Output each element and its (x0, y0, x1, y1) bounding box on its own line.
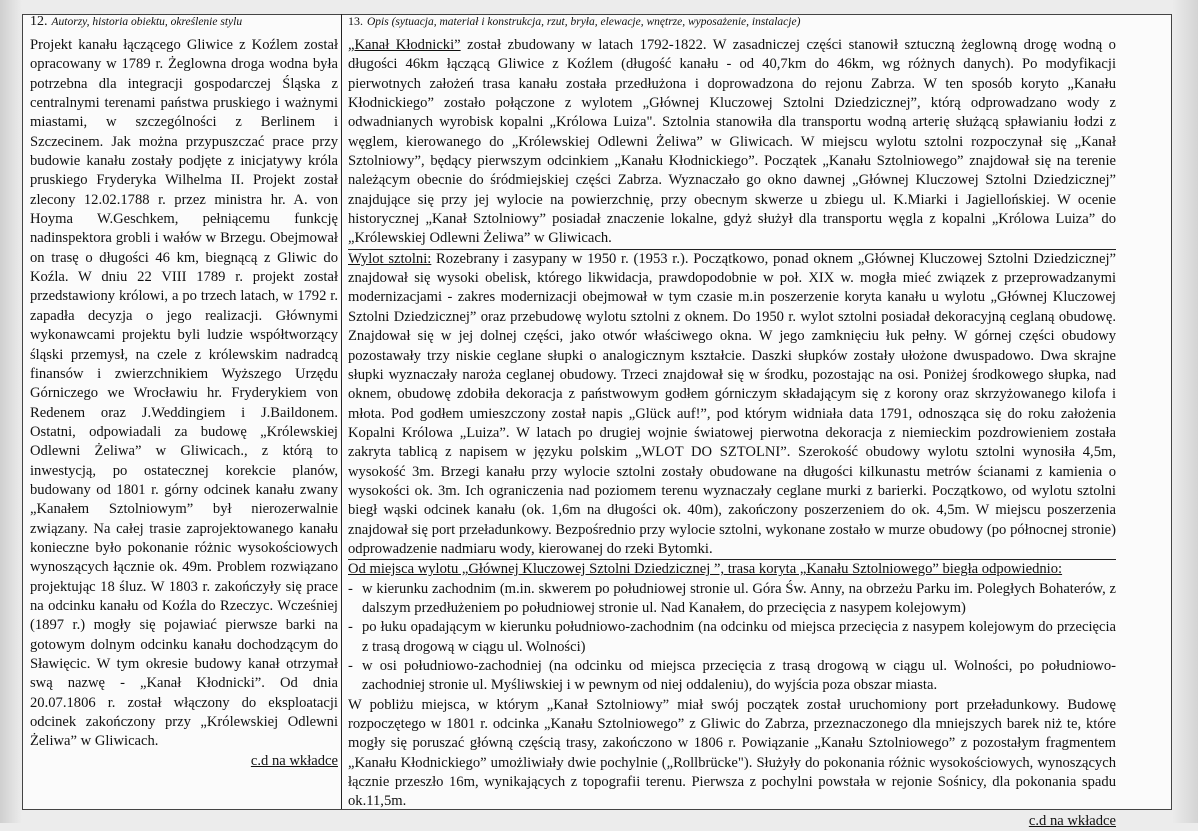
section-title: Opis (sytuacja, materiał i konstrukcja, rzut, bryła, elewacje, wnętrze, wyposażenie, instalacje) (367, 16, 801, 28)
list-item (348, 580, 1116, 619)
left-column (30, 14, 338, 804)
scan-edge-right (1172, 0, 1198, 823)
list-item (348, 618, 1116, 657)
column-divider (341, 14, 342, 809)
paragraph-wylot (348, 250, 1116, 560)
section-number: 13. (348, 14, 363, 28)
list-item-text: w osi południowo-zachodniej (na odcinku od miejsca przecięcia z trasą drogową w ciągu ul. Wolności, po południowo-zachodniej stronie ul. Myśliwskiej i w pewnym od niej oddaleniu), do wyjścia poza obszar miasta. (362, 658, 1116, 694)
continued-note: c.d na wkładce (1028, 812, 1116, 829)
paragraph-lead: Wylot sztolni: (348, 250, 432, 267)
left-body (30, 36, 338, 752)
scan-edge-left (0, 0, 22, 823)
dash-marker: - (348, 580, 353, 597)
list-item-text: po łuku opadającym w kierunku południowo-zachodnim (na odcinku od miejsca przecięcia z nasypem kolejowym do przecięcia z trasą drogową w ciągu ul. Wolności) (362, 619, 1116, 655)
dash-marker: - (348, 658, 353, 674)
paragraph-trasa: Od miejsca wylotu „Głównej Kluczowej Sztolni Dziedzicznej ”, trasa koryta „Kanału Sztolniowego” biegła odpowiednio: (348, 561, 1063, 578)
left-paragraph: Projekt kanału łączącego Gliwice z Koźlem został opracowany w 1789 r. Żeglowna droga wodna była potrzebna dla integracji gospodarczej Śląska z centralnymi terenami państwa pruskiego i ważnymi miastami, w szczególności z Berlinem i Szczecinem. Jak można przypuszczać prace przy budowie kanału zostały podjęte z inicjatywy króla pruskiego Fryderyka Wilhelma II. Projekt został zlecony 12.02.1788 r. przez ministra hr. A. von Hoyma W.Geschkem, pełniącemu funkcję nadinspektora grobli i wałów w Brzegu. Obejmował on trasę o długości 46 km, biegnącą z Gliwic do Koźla. W dniu 22 VIII 1789 r. projekt został przedstawiony królowi, a po trzech latach, w 1792 r. zapadła decyzja o jego realizacji. Głównymi wykonawcami projektu byli ludzie współtworzący śląski przemysł, na czele z królewskim nadradcą finansów i zwierzchnikiem Wyższego Urzędu Górniczego we Wrocławiu hr. Fryderykiem von Redenem oraz J.Weddingiem i J.Baildonem. Ostatni, odpowiadali za budowę „Królewskiej Odlewni Żeliwa” w Gliwicach., z którą to inwestycją, po ostatecznej korekcie planów, budowany od 1801 r. górny odcinek kanału zwany „Kanałem Sztolniowym” był nierozerwalnie związany. Na całej trasie zaprojektowanego kanału konieczne było pokonanie różnic wysokościowych wynoszących łącznie ok. 49m. Problem rozwiązano projektując 18 śluz. W 1803 r. zakończyły się prace na odcinku kanału od Koźla do Rzeczyc. Wcześniej (1897 r.) mogły się pojawiać pierwsze barki na gotowym dolnym odcinku kanału dochodzącym do Sławięcic. W tym okresie budowy kanał otrzymał swą nazwę - „Kanał Kłodnicki”. Od dnia 20.07.1806 r. został włączony do eksploatacji odcinek zakończony przy „Królewskiej Odlewni Żeliwa” w Gliwicach. (30, 37, 338, 750)
paragraph-text: Rozebrany i zasypany w 1950 r. (1953 r.). Początkowo, ponad oknem „Głównej Kluczowej Sztolni Dziedzicznej” znajdował się wysoki obelisk, którego likwidacja, prawdopodobnie w poł. XIX w. mogła mieć związek z przeprowadzanymi modernizacjami - zakres modernizacji obejmował w tym czasie m.in poszerzenie koryta kanału u wylotu „Głównej Kluczowej Sztolni Dziedzicznej” oraz przebudowę wylotu sztolni z oknem. Do 1950 r. wylot sztolni posiadał dekoracyjną ceglaną obudowę. Znajdował się w jej dolnej części, jako otwór właściwego okna. W jego zamknięciu łuk pełny. W górnej części obudowy pozostawały trzy niskie ceglane słupki o analogicznym kształcie. Daszki słupków zostały ułożone dwuspadowo. Dwa skrajne słupki wyznaczały naroża ceglanej obudowy. Trzeci znajdował się w środku, pozostając na osi. Poniżej środkowego słupka, nad oknem, obudowę zdobiła dekoracja z państwowym godłem górniczym składającym się z korony oraz skrzyżowanego kilofa i młota. Pod godłem umieszczony został napis „Glück auf!”, pod którym widniała data 1791, odnosząca się do roku założenia Kopalni Królowa „Luiza”. W latach po drugiej wojnie światowej pierwotna dekoracja z niemieckim pozdrowieniem została zakryta tablicą z napisem w języku polskim „WLOT DO SZTOLNI”. Szerokość obudowy wylotu sztolni wynosiła 4,5m, wysokość 3m. Brzegi kanału przy wylocie sztolni zostały obudowane na długości kilkunastu metrów ścianami z kamienia o wysokości ok. 3m. Ich ograniczenia nad poziomem terenu wyznaczały ceglane murki z barierki. Początkowo, od wylotu sztolni biegł wąski odcinek kanału (ok. 1,6m na długości ok. 40m), zakończony poszerzeniem do ok. 4,5m. W miejscu poszerzenia znajdował się port przeładunkowy. Bezpośrednio przy wylocie sztolni, wykonane zostało w murze obudowy (po północnej stronie) odprowadzenie nadmiaru wody, kierowanej do rzeki Bytomki. (348, 250, 1116, 557)
section-number: 12. (30, 14, 48, 29)
paragraph-port: W pobliżu miejsca, w którym „Kanał Sztolniowy” miał swój początek został uruchomiony port przeładunkowy. Budowę rozpoczętego w 1801 r. odcinka „Kanału Sztolniowego” z Gliwic do Zabrza, przeznaczonego dla mniejszych barek niż te, które mogły się poruszać główną częścią trasy, zakończono w 1806 r. Powiązanie „Kanału Sztolniowego” z pozostałym fragmentem „Kanału Kłodnickiego” umożliwiały dwie pochylnie („Rollbrücke"). Służyły do pokonania różnic wysokościowych, wynoszących łącznie przeszło 16m, wynikających z topografii terenu. Pierwsza z pochylni powstała w rejonie Sośnicy, dla pokonania spadu ok.11,5m. (348, 696, 1116, 810)
right-header (348, 14, 1116, 36)
dash-marker: - (348, 619, 353, 636)
right-body (348, 36, 1116, 812)
paragraph-text: został zbudowany w latach 1792-1822. W zasadniczej części stanowił sztuczną żeglowną drogę wodną o długości 46km łączącą Gliwice z Koźlem (długość kanału - od 40,7km do 46km, wg różnych danych). Po modyfikacji pierwotnych założeń trasa kanału została przedłużona i doprowadzona do rejonu Zabrza. W ten sposób koryto „Kanału Kłodnickiego” zostało połączone z wylotem „Głównej Kluczowej Sztolni Dziedzicznej”, którą odprowadzano wody z odwadnianych wyrobisk kopalni „Królowa Luiza". Sztolnia stanowiła dla transportu wodną arterię służącą spławianiu łodzi z węglem, kierowanego do „Królewskiej Odlewni Żeliwa” w Gliwicach. W miejscu wylotu sztolni rozpoczynał się „Kanał Sztolniowy”, będący pierwszym odcinkiem „Kanału Kłodnickiego”. Początek „Kanału Sztolniowego” znajdował się na terenie należącym obecnie do śródmiejskiej części Zabrza. Wyznaczało go okno dawnej „Głównej Kluczowej Sztolni Dziedzicznej” znajdujące się przy jej wylocie na powierzchnię, przy obecnym skwerze u zbiegu ul. K.Miarki i Jagiellońskiej. W ocenie historycznej „Kanał Sztolniowy” posiadał znaczenie lokalne, gdyż służył dla transportu węgla z kopalni „Królowa Luiza” do „Królewskiej Odlewni Żeliwa” w Gliwicach. (348, 37, 1116, 247)
right-column (348, 14, 1116, 829)
continued-note: c.d na wkładce (250, 752, 338, 769)
paragraph-lead: „Kanał Kłodnicki” (348, 37, 461, 53)
list-item-text: w kierunku zachodnim (m.in. skwerem po południowej stronie ul. Góra Św. Anny, na obrzeżu Parku im. Poległych Bohaterów, z dalszym przedłużeniem po południowej stronie ul. Nad Kanałem, do przecięcia z nasypem kolejowym) (362, 580, 1116, 616)
list-item (348, 657, 1116, 696)
section-title: Autorzy, historia obiektu, określenie stylu (51, 16, 243, 28)
left-header (30, 14, 338, 36)
paragraph-kanal (348, 36, 1116, 249)
